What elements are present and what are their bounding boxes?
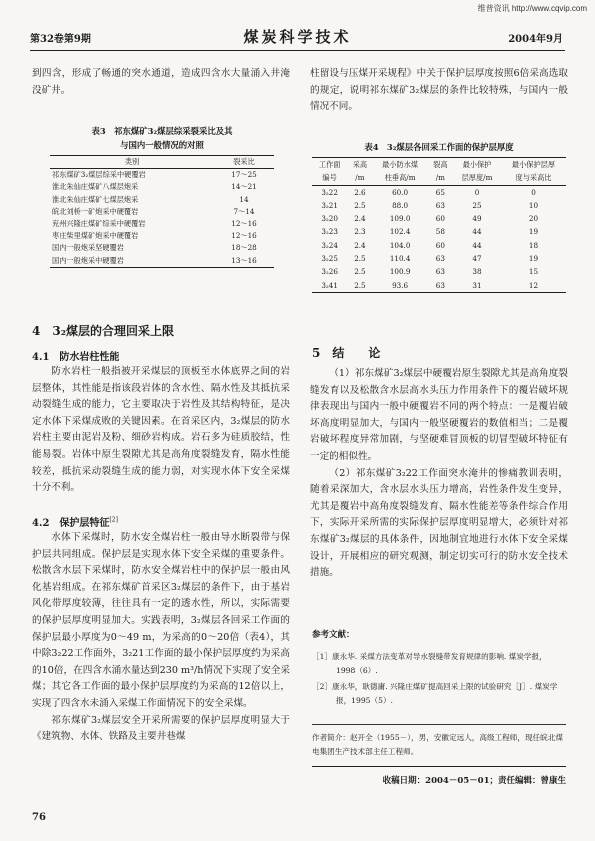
cell: 18 bbox=[528, 240, 539, 250]
cell: 18～28 bbox=[231, 243, 257, 253]
table-row bbox=[312, 185, 566, 199]
cell: 88.0 bbox=[392, 200, 409, 210]
cell: 104.0 bbox=[389, 240, 411, 250]
column-header: 最小保护 bbox=[462, 160, 492, 169]
cell: 44 bbox=[472, 240, 482, 250]
reference-number: ［2］ bbox=[312, 682, 333, 691]
paragraph: 防水岩柱一般指被开采煤层的顶板至水体底界之间的岩层整体，其性能是指该段岩体的含水性、隔水性及其抵抗采动裂缝生成的能力，它主要取决于岩性及其结构特征，是决定水体下采煤成败的关键因素。在首采区内，3₂煤层的防水岩柱主要由泥岩及粉、细砂岩构成。岩石多为硅质胶结，性能易裂。岩体中原生裂隙尤其是高角度裂缝发育，隔水性能较差，抵抗采动裂缝生成的能力弱，对实现水体下安全采煤十分不利。 bbox=[32, 366, 290, 494]
table-row bbox=[312, 199, 566, 212]
column-header: 编号 bbox=[322, 173, 337, 183]
cell: 102.4 bbox=[389, 227, 411, 237]
cell: 3₂26 bbox=[321, 267, 338, 277]
paragraph: 柱留设与压煤开采规程》中关于保护层厚度按照6倍采高选取的规定，说明祁东煤矿3₂煤层的条件比较特殊，与国内一般情况不同。 bbox=[310, 68, 568, 113]
reference-item bbox=[312, 680, 566, 708]
table-row bbox=[50, 194, 274, 206]
table-3-caption: 表3 祁东煤矿3₂煤层综采裂采比及其 bbox=[91, 126, 233, 136]
footer-rule bbox=[312, 766, 566, 767]
cell: 63 bbox=[428, 279, 453, 293]
cell: 3₂24 bbox=[321, 240, 338, 250]
cell: 淮北朱仙庄煤矿八煤层炮采 bbox=[52, 182, 139, 192]
cell: 31 bbox=[453, 279, 501, 293]
column-header: 裂高 bbox=[433, 160, 448, 169]
cell: 3₂20 bbox=[321, 214, 338, 224]
section-4-heading: 4 3₂煤层的合理回采上限 bbox=[32, 324, 174, 338]
cell: 20 bbox=[528, 214, 539, 224]
cell: 58 bbox=[435, 227, 445, 237]
table-row bbox=[50, 230, 274, 242]
cell: 17～25 bbox=[231, 170, 257, 180]
cell: 2.5 bbox=[347, 279, 372, 293]
table-row bbox=[312, 279, 566, 293]
heading-text: 4.2 保护层特征 bbox=[32, 518, 110, 529]
cell: 3₂23 bbox=[321, 227, 338, 237]
author-note-rule bbox=[312, 724, 566, 725]
section-4-1-body bbox=[32, 364, 290, 497]
cell: 2.5 bbox=[354, 200, 366, 210]
cell: 国内一般炮采中硬覆岩 bbox=[50, 255, 214, 268]
paragraph: 水体下采煤时，防水安全煤岩柱一般由导水断裂带与保护层共同组成。保护层是实现水体下安全采煤的重要条件。松散含水层下采煤时，防水安全煤岩柱中的保护层一般由风化基岩组成。在祁东煤矿首采区3₂煤层的条件下，由于基岩风化带厚度较薄，往往具有一定的透水性，所以，实际需要的保护层厚度明显加大。实践表明，3₂煤层各回采工作面的保护层最小厚度为0～49 m，为采高的0～20倍（表4），其中除3₂22工作面外，3₂21工作面的最小保护层厚度约为采高的10倍，在四含水涌水量达到230 m³/h情况下实现了安全采煤；其它各工作面的最小保护层厚度约为采高的12倍以上，实现了四含水未涌入采煤工作面情况下的安全采煤。 bbox=[32, 532, 290, 709]
cell: 60 bbox=[435, 214, 445, 224]
column-header: 柱垂高/m bbox=[384, 173, 416, 183]
cell: 淮北朱仙庄煤矿七煤层炮采 bbox=[52, 194, 139, 204]
cell: 12～16 bbox=[231, 219, 257, 229]
column-header: 最小防水煤 bbox=[382, 160, 419, 169]
cell: 47 bbox=[472, 254, 482, 264]
cell: 15 bbox=[528, 267, 539, 277]
cell: 2.3 bbox=[354, 227, 366, 237]
cell: 13～16 bbox=[214, 255, 274, 268]
issue-label: 第32卷第9期 bbox=[30, 34, 91, 45]
table-row bbox=[312, 252, 566, 265]
cell: 2.4 bbox=[354, 214, 366, 224]
reference-text: 康永华，耿德庸. 兴隆庄煤矿提高回采上限的试验研究［J］. 煤炭学报，1995（5）. bbox=[332, 682, 558, 705]
cell: 12 bbox=[501, 279, 566, 293]
table-4-grid bbox=[312, 157, 566, 293]
cell: 2.6 bbox=[354, 187, 366, 197]
cell: 7～14 bbox=[233, 206, 255, 216]
cell: 0 bbox=[474, 187, 480, 197]
cell: 60.0 bbox=[392, 187, 409, 197]
paragraph: （2）祁东煤矿3₂22工作面突水淹井的惨痛教训表明，随着采深加大，含水层水头压力增高，岩性条件发生变异，尤其是覆岩中高角度裂缝发育、隔水性能差等条件综合作用下，实际开采所需的实际保护层厚度明显增大，必须针对祁东煤矿3₂煤层的具体条件，因地制宜地进行水体下安全采煤设计，开展相应的研究观测，制定切实可行的防水安全技术措施。 bbox=[310, 467, 568, 579]
column-header: 类别 bbox=[50, 156, 214, 169]
table-4 bbox=[312, 140, 566, 293]
author-note: 作者简介：赵开全（1955－），男，安徽定远人，高级工程师，现任皖北煤电集团生产技术部主任工程师。 bbox=[312, 733, 563, 756]
table-header bbox=[312, 171, 566, 185]
cell: 2.4 bbox=[354, 240, 366, 250]
column-header: 工作面 bbox=[318, 160, 341, 169]
section-4-2-body bbox=[32, 530, 290, 746]
table-row bbox=[50, 242, 274, 254]
table-header bbox=[50, 156, 274, 169]
cell: 14～21 bbox=[231, 182, 257, 192]
table-header bbox=[312, 158, 566, 172]
cell: 3₂22 bbox=[321, 187, 338, 197]
column-header: 采高 bbox=[352, 160, 368, 169]
table-3 bbox=[50, 124, 274, 268]
cell: 2.5 bbox=[354, 254, 366, 264]
cell: 2.5 bbox=[354, 267, 366, 277]
section-4-2-heading bbox=[32, 514, 118, 529]
cell: 38 bbox=[472, 267, 482, 277]
cell: 10 bbox=[528, 200, 539, 210]
received-date: 收稿日期：2004－05－01；责任编辑：曾康生 bbox=[382, 776, 566, 786]
table-row bbox=[50, 169, 274, 182]
column-header: /m bbox=[355, 173, 365, 183]
reference-text: 康永华. 采煤方法变革对导水裂缝带发育规律的影响. 煤炭学报，1998（6）. bbox=[332, 652, 547, 675]
section-4-1-heading: 4.1 防水岩柱性能 bbox=[32, 352, 120, 363]
cell: 12～16 bbox=[231, 231, 257, 241]
cell: 皖北刘桥一矿炮采中硬覆岩 bbox=[52, 206, 139, 216]
cell: 60 bbox=[435, 240, 445, 250]
cell: 19 bbox=[528, 227, 539, 237]
cell: 63 bbox=[435, 200, 445, 210]
column-header: /m bbox=[435, 173, 445, 183]
table-row bbox=[312, 225, 566, 238]
reference-item bbox=[312, 650, 566, 678]
table-row bbox=[50, 218, 274, 230]
header-rule bbox=[30, 50, 565, 51]
table-row bbox=[312, 265, 566, 278]
table-3-caption-2: 与国内一般情况的对照 bbox=[120, 140, 204, 150]
cell: 63 bbox=[435, 254, 445, 264]
citation-ref: [2] bbox=[109, 516, 118, 524]
date-label: 2004年9月 bbox=[508, 34, 563, 45]
cell: 49 bbox=[472, 214, 482, 224]
table-row bbox=[50, 181, 274, 193]
table-row bbox=[50, 255, 274, 268]
cell: 100.9 bbox=[389, 267, 411, 277]
cell: 3₂21 bbox=[321, 200, 338, 210]
references-list bbox=[312, 650, 566, 710]
column-header: 层厚度/m bbox=[461, 173, 493, 183]
table-3-grid bbox=[50, 155, 274, 268]
cell: 109.0 bbox=[389, 214, 411, 224]
journal-title: 煤炭科学技术 bbox=[243, 28, 352, 46]
cell: 国内一般炮采坚硬覆岩 bbox=[52, 243, 124, 253]
cell: 63 bbox=[435, 267, 445, 277]
cell: 25 bbox=[472, 200, 482, 210]
section-5-heading: 5 结 论 bbox=[312, 346, 381, 360]
left-column bbox=[32, 66, 290, 99]
conclusions-body bbox=[310, 366, 568, 582]
table-row bbox=[50, 206, 274, 218]
column-header: 最小保护层厚 bbox=[511, 160, 556, 169]
paragraph: （1）祁东煤矿3₂煤层中硬覆岩原生裂隙尤其是高角度裂缝发育以及松散含水层高水头压力作用条件下的覆岩破坏规律表现出与国内一般中硬覆岩不同的两个特点：一是覆岩破坏高度明显加大，与国内一般坚硬覆岩的数值相当；二是覆岩破坏程度异常加剧，与坚硬难冒顶板的切冒型破坏特征有一定的相似性。 bbox=[310, 368, 568, 462]
cell: 19 bbox=[528, 254, 539, 264]
table-row bbox=[312, 212, 566, 225]
references-heading: 参考文献： bbox=[312, 630, 355, 640]
cell: 65 bbox=[435, 187, 445, 197]
table-row bbox=[312, 239, 566, 252]
cell: 0 bbox=[531, 187, 536, 197]
paragraph: 到四含，形成了畅通的突水通道，造成四含水大量涌入井淹没矿井。 bbox=[32, 68, 290, 96]
cell: 14 bbox=[239, 194, 249, 204]
cell: 兖州兴隆庄煤矿综采中硬覆岩 bbox=[52, 219, 146, 229]
reference-number: ［1］ bbox=[312, 652, 333, 661]
table-4-caption: 表4 3₂煤层各回采工作面的保护层厚度 bbox=[364, 142, 514, 152]
cell: 3₂41 bbox=[312, 279, 347, 293]
cell: 枣庄柴里煤矿炮采中硬覆岩 bbox=[52, 231, 139, 241]
cell: 3₂25 bbox=[321, 254, 338, 264]
cell: 93.6 bbox=[373, 279, 428, 293]
cell: 祁东煤矿3₂煤层综采中硬覆岩 bbox=[52, 170, 146, 180]
cell: 44 bbox=[472, 227, 482, 237]
column-header: 度与采高比 bbox=[515, 173, 552, 183]
paragraph: 祁东煤矿3₂煤层安全开采所需要的保护层厚度明显大于《建筑物、水体、铁路及主要井巷煤 bbox=[32, 714, 290, 743]
page-number: 76 bbox=[32, 812, 46, 823]
column-header: 裂采比 bbox=[214, 156, 274, 169]
right-column bbox=[310, 66, 568, 116]
cell: 110.4 bbox=[389, 254, 411, 264]
watermark: 维普资讯 http://www.cqvip.com bbox=[477, 4, 587, 13]
